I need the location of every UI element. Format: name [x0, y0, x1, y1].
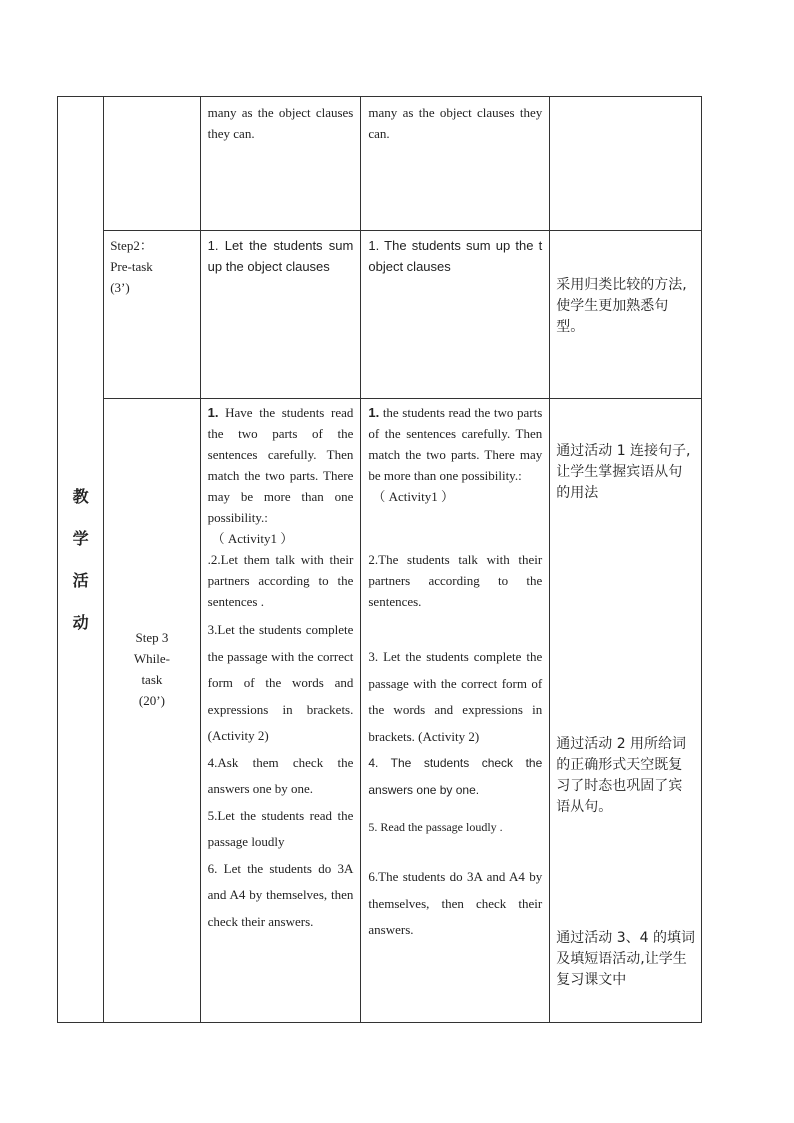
student-step-3: 3. Let the students complete the passage with the correct form of the words and expressions in brackets. (Activity 2) [368, 649, 543, 744]
step-title: Step2： [110, 238, 153, 253]
step-cell [104, 97, 200, 231]
student-activity-text: 1. The students sum up the t object clauses [368, 238, 543, 274]
design-note-text: 采用归类比较的方法,使学生更加熟悉句型。 [556, 277, 687, 335]
student-activity-cell [361, 231, 550, 399]
teacher-activity-text: 1. Let the students sum up the object clauses [207, 238, 354, 274]
step-title: Step 3 [135, 630, 169, 645]
step-cell [104, 399, 200, 1023]
table-row [58, 97, 702, 231]
teacher-activity-cell [200, 97, 361, 231]
teacher-step-1: 1. Have the students read the two parts of the sentences carefully. Then match the two parts. There may be more than one possibility.: [207, 405, 354, 525]
student-activity-cell [361, 97, 550, 231]
section-label-cell [58, 97, 104, 1023]
teacher-step-3: 3.Let the students complete the passage with the correct form of the words and expressions in brackets.(Activity 2) [207, 622, 354, 743]
section-label-char: 教 [72, 486, 89, 506]
section-label-char: 学 [72, 528, 89, 548]
design-note-text: 通过活动 3、4 的填词及填短语活动,让学生复习课文中 [556, 930, 695, 988]
step-number: 1. [368, 405, 380, 420]
teacher-step-2: .2.Let them talk with their partners according to the sentences . [207, 552, 354, 609]
table-row [58, 231, 702, 399]
teacher-activity-text: many as the object clauses they can. [207, 105, 354, 141]
activity-tag: （ Activity1 ） [211, 531, 294, 546]
design-note-text: 通过活动 2 用所给词的正确形式天空既复习了时态也巩固了宾语从句。 [556, 736, 687, 815]
step-cell [104, 231, 200, 399]
student-activity-text: many as the object clauses they can. [368, 105, 543, 141]
design-note-text: 通过活动 1 连接句子,让学生掌握宾语从句的用法 [556, 443, 691, 501]
student-step-5: 5. Read the passage loudly . [368, 820, 503, 834]
student-step-2: 2.The students talk with their partners according to the sentences. [368, 552, 543, 609]
table-row [58, 399, 702, 1023]
student-step-1: 1. the students read the two parts of the sentences carefully. Then match the two parts. There may be more than one possibility.: [368, 405, 543, 483]
section-label-char: 动 [72, 612, 89, 632]
teacher-step-6: 6. Let the students do 3A and A4 by themselves, then check their answers. [207, 860, 354, 929]
activity-tag: （ Activity1 ） [372, 489, 454, 504]
student-step-6: 6.The students do 3A and A4 by themselves, then check their answers. [368, 869, 543, 937]
design-note-cell [550, 231, 702, 399]
step-number: 1. [207, 405, 219, 420]
step-duration: (3’) [110, 280, 130, 295]
step-name: task [141, 672, 163, 687]
teacher-activity-cell [200, 231, 361, 399]
step-duration: (20’) [138, 693, 165, 708]
step-name: While- [133, 651, 170, 666]
design-note-cell [550, 97, 702, 231]
section-label-char: 活 [72, 570, 89, 590]
teacher-step-5: 5.Let the students read the passage loudly [207, 807, 354, 849]
step-name: Pre-task [110, 259, 153, 274]
teacher-step-4: 4.Ask them check the answers one by one. [207, 754, 354, 796]
student-activity-cell [361, 399, 550, 1023]
design-note-cell [550, 399, 702, 1023]
lesson-plan-table [57, 96, 702, 1023]
teacher-activity-cell [200, 399, 361, 1023]
student-step-4: 4. The students check the answers one by one. [368, 756, 543, 797]
